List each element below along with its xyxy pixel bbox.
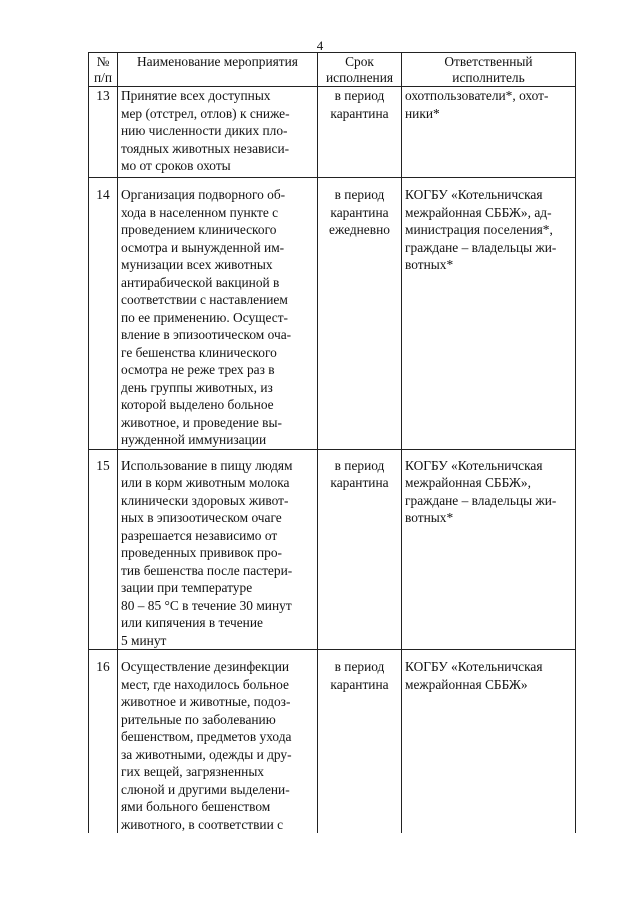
- measure-name: [118, 449, 318, 650]
- text-line: животное и животные, подоз-: [121, 694, 291, 709]
- text-line: зации при температуре: [121, 580, 253, 595]
- measure-name: [118, 178, 318, 450]
- text-line: в период: [334, 659, 385, 674]
- text-line: КОГБУ «Котельничская: [405, 457, 543, 473]
- text-line: охотпользователи*, охот-: [405, 88, 549, 103]
- text-line: Организация подворного об-: [121, 187, 286, 202]
- measure-name: [118, 650, 318, 834]
- header-num-line: п/п: [93, 70, 113, 85]
- header-responsible: [402, 53, 576, 87]
- text-line: межрайонная СББЖ»,: [405, 475, 531, 490]
- table-row: [89, 178, 576, 450]
- text-line: межрайонная СББЖ», ад-: [405, 204, 552, 220]
- text-line: нию численности диких пло-: [121, 123, 288, 138]
- text-line: гих вещей, загрязненных: [121, 764, 265, 779]
- text-line: по ее применению. Осущест-: [121, 309, 289, 325]
- text-line: Использование в пищу людям: [121, 457, 293, 473]
- text-line: рительные по заболеванию: [121, 711, 276, 727]
- text-line: животного, в соответствии с: [121, 816, 284, 832]
- responsible-cell: [402, 650, 576, 834]
- table-header: [89, 53, 576, 87]
- text-line: межрайонная СББЖ»: [405, 676, 528, 692]
- text-line: КОГБУ «Котельничская: [405, 187, 543, 202]
- text-line: мунизации всех животных: [121, 257, 273, 272]
- text-line: в период: [334, 457, 385, 473]
- row-number: 15: [89, 449, 118, 650]
- header-num-line: №: [96, 54, 110, 69]
- text-line: проведенных прививок про-: [121, 545, 283, 560]
- term-cell: [318, 449, 402, 650]
- term-cell: [318, 87, 402, 178]
- row-number: 14: [89, 178, 118, 450]
- text-line: карантина: [330, 676, 389, 692]
- text-line: бешенством, предметов ухода: [121, 729, 292, 744]
- text-line: карантина: [330, 204, 389, 220]
- header-name-text: Наименование мероприятия: [137, 54, 298, 69]
- text-line: граждане – владельцы жи-: [405, 239, 557, 255]
- header-responsible-line: исполнитель: [452, 70, 525, 85]
- header-num: [89, 53, 118, 87]
- text-line: в период: [334, 88, 385, 103]
- text-line: тоядных животных независи-: [121, 140, 290, 156]
- table-row: [89, 449, 576, 650]
- text-line: разрешается независимо от: [121, 527, 278, 543]
- header-responsible-line: Ответственный: [444, 54, 533, 69]
- text-line: или в корм животным молока: [121, 475, 290, 490]
- table-row: [89, 650, 576, 834]
- text-line: карантина: [330, 475, 389, 490]
- text-line: вотных*: [405, 510, 454, 525]
- measures-table: [88, 52, 576, 833]
- measure-name: [118, 87, 318, 178]
- term-cell: [318, 650, 402, 834]
- text-line: осмотра не реже трех раз в: [121, 362, 275, 377]
- text-line: карантина: [330, 105, 389, 121]
- header-term: [318, 53, 402, 87]
- text-line: тив бешенства после пастери-: [121, 562, 293, 578]
- text-line: ежедневно: [329, 222, 390, 237]
- text-line: 5 минут: [121, 632, 167, 648]
- text-line: день группы животных, из: [121, 379, 273, 395]
- text-line: Осуществление дезинфекции: [121, 659, 290, 674]
- row-number: 13: [89, 87, 118, 178]
- table-row: [89, 87, 576, 178]
- page-number: 4: [316, 38, 324, 53]
- text-line: которой выделено больное: [121, 397, 274, 412]
- text-line: соответствии с наставлением: [121, 292, 288, 307]
- responsible-cell: [402, 178, 576, 450]
- text-line: или кипячения в течение: [121, 615, 263, 630]
- text-line: в период: [334, 187, 385, 202]
- text-line: осмотра и вынужденной им-: [121, 239, 285, 255]
- text-line: слюной и другими выделени-: [121, 781, 290, 797]
- text-line: нужденной иммунизации: [121, 432, 267, 447]
- text-line: КОГБУ «Котельничская: [405, 659, 543, 674]
- header-term-line: Срок: [345, 54, 374, 69]
- text-line: хода в населенном пункте с: [121, 204, 279, 220]
- text-line: 80 – 85 °С в течение 30 минут: [121, 597, 292, 613]
- responsible-cell: [402, 87, 576, 178]
- text-line: вление в эпизоотическом оча-: [121, 327, 292, 342]
- term-cell: [318, 178, 402, 450]
- text-line: антирабической вакциной в: [121, 274, 280, 290]
- text-line: за животными, одежды и дру-: [121, 746, 292, 762]
- header-term-line: исполнения: [325, 70, 394, 85]
- text-line: ники*: [405, 105, 440, 121]
- text-line: граждане – владельцы жи-: [405, 492, 557, 508]
- row-number: 16: [89, 650, 118, 834]
- responsible-cell: [402, 449, 576, 650]
- text-line: Принятие всех доступных: [121, 88, 271, 103]
- text-line: мо от сроков охоты: [121, 158, 231, 173]
- text-line: вотных*: [405, 257, 454, 272]
- text-line: мер (отстрел, отлов) к сниже-: [121, 105, 290, 121]
- text-line: министрация поселения*,: [405, 222, 553, 237]
- header-name: [118, 53, 318, 87]
- text-line: мест, где находилось больное: [121, 676, 289, 692]
- text-line: ями больного бешенством: [121, 799, 271, 814]
- text-line: животное, и проведение вы-: [121, 414, 282, 430]
- text-line: ных в эпизоотическом очаге: [121, 510, 282, 525]
- text-line: ге бешенства клинического: [121, 344, 277, 360]
- text-line: клинически здоровых живот-: [121, 492, 289, 508]
- text-line: проведением клинического: [121, 222, 277, 237]
